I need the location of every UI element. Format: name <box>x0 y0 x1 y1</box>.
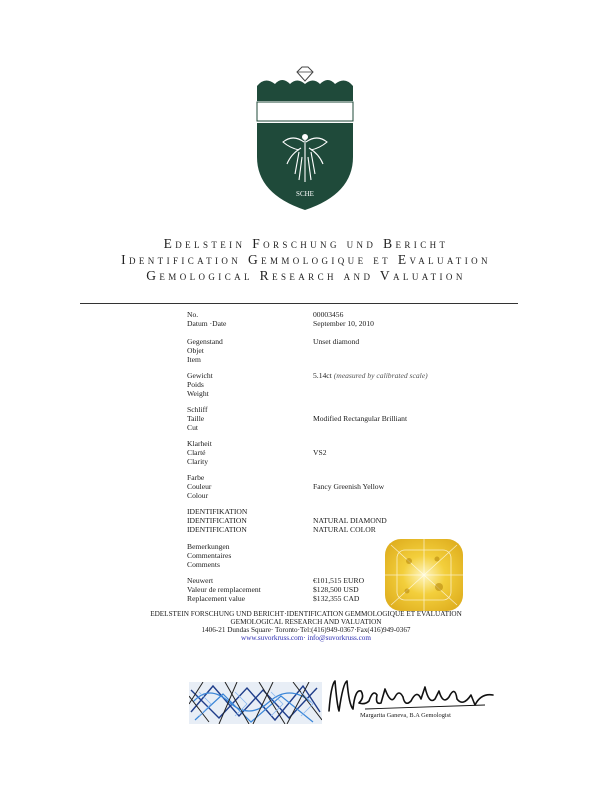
signatory-name: Margarita Ganeva, B.A Gemologist <box>360 712 451 719</box>
field-item-label: Gegenstand Objet Item <box>187 337 223 365</box>
field-weight-label: Gewicht Poids Weight <box>187 371 213 399</box>
signature <box>325 675 495 715</box>
field-colour-label: Farbe Couleur Colour <box>187 473 212 501</box>
field-value-values: €101,515 EURO $128,500 USD $132,355 CAD <box>313 576 365 604</box>
field-weight-value: 5.14ct (measured by calibrated scale) <box>313 371 428 380</box>
footer-line-english: GEMOLOGICAL RESEARCH AND VALUATION <box>230 618 382 626</box>
footer-line-institute: EDELSTEIN FORSCHUNG UND BERICHT·IDENTIFICATION GEMMOLOGIQUE ET EVALUATION <box>150 610 462 618</box>
footer-address: 1406-21 Dundas Square· Toronto·Tel:(416)949-0367·Fax(416)949-0367 <box>201 626 411 634</box>
weight-note: (measured by calibrated scale) <box>333 371 428 380</box>
field-cut-label: Schliff Taille Cut <box>187 405 208 433</box>
diamond-icon <box>297 67 313 81</box>
divider <box>80 303 518 304</box>
crest-banner-text: SCHE <box>296 190 314 198</box>
field-number-value: 00003456 September 10, 2010 <box>313 310 374 329</box>
security-pattern <box>189 682 322 724</box>
header-line-english: Gemological Research and Valuation <box>146 268 466 283</box>
field-item-value: Unset diamond <box>313 337 360 346</box>
field-clarity-label: Klarheit Clarté Clarity <box>187 439 212 467</box>
header-line-german: Edelstein Forschung und Bericht <box>163 236 449 251</box>
field-identification-label: IDENTIFIKATION IDENTIFICATION IDENTIFICATION <box>187 507 248 535</box>
field-colour-value: Fancy Greenish Yellow <box>313 482 385 491</box>
field-clarity-value: VS2 <box>313 448 327 457</box>
field-cut-value: Modified Rectangular Brilliant <box>313 414 408 423</box>
field-comments-label: Bemerkungen Commentaires Comments <box>187 542 232 570</box>
field-number-label: No. Datum ·Date <box>187 310 227 329</box>
field-value-label: Neuwert Valeur de remplacement Replacement value <box>187 576 261 604</box>
diamond-photo <box>379 535 469 615</box>
header-line-french: Identification Gemmologique et Evaluation <box>121 252 491 267</box>
crown-band <box>257 80 353 101</box>
crest-logo <box>255 62 355 212</box>
field-identification-value: NATURAL DIAMOND NATURAL COLOR <box>313 516 387 535</box>
footer-web-links[interactable]: www.suvorkruss.com· info@suvorkruss.com <box>241 634 371 642</box>
